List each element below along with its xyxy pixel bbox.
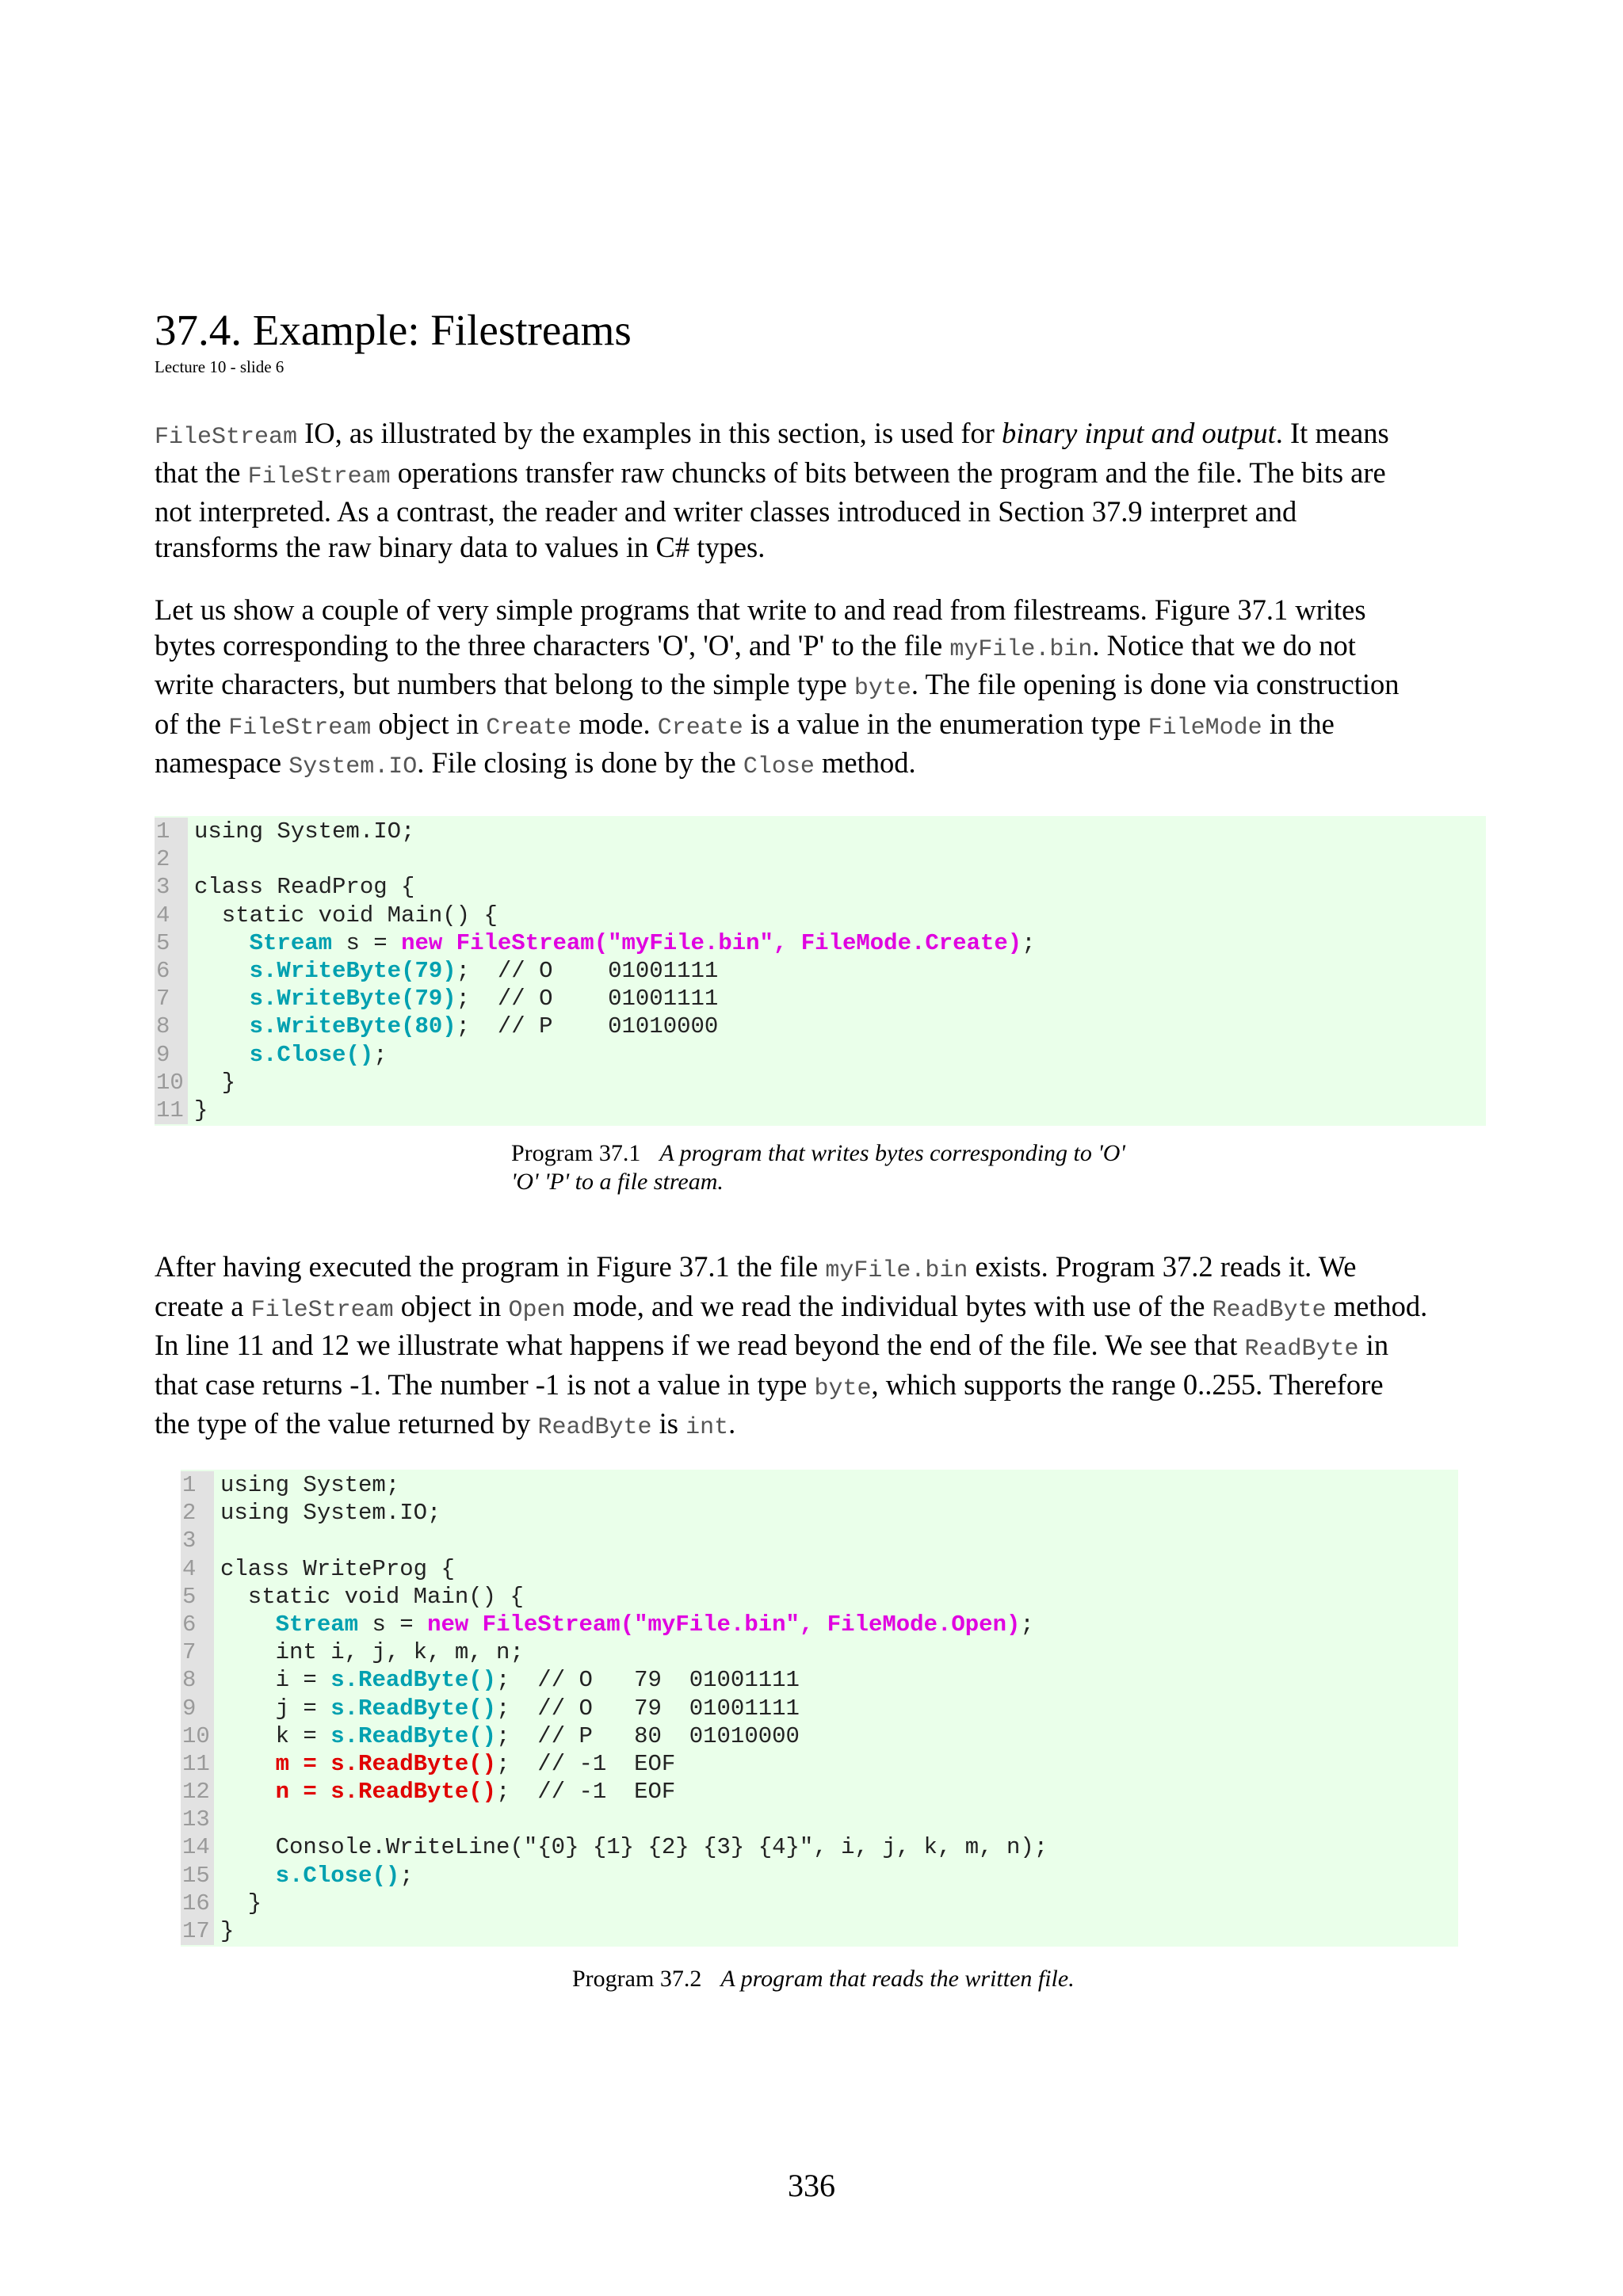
text-run: operations transfer raw chuncks of bits between the program and the file. The bits are [390, 456, 1386, 489]
code-token: class ReadProg { [194, 874, 415, 901]
text-line [155, 494, 1494, 530]
text-run: in [1358, 1329, 1389, 1361]
text-run: the type of the value returned by [155, 1407, 538, 1440]
code-token: k = [220, 1722, 331, 1749]
text-line [155, 416, 1494, 456]
code-line [155, 929, 1486, 957]
code-line [155, 902, 1486, 929]
text-run: method. [1326, 1289, 1428, 1322]
text-run: create a [155, 1289, 251, 1322]
inline-code: ReadByte [537, 1414, 652, 1441]
inline-code: FileStream [250, 1296, 394, 1324]
code-token [194, 1042, 250, 1068]
code-line [181, 1833, 1458, 1861]
code-line [155, 1069, 1486, 1097]
code-text [188, 1041, 388, 1069]
highlighted-code: m = s.ReadByte() [275, 1750, 497, 1777]
code-line [155, 818, 1486, 845]
code-token: ; // -1 EOF [496, 1750, 676, 1777]
code-text [214, 1555, 455, 1583]
text-run: not interpreted. As a contrast, the reader and writer classes introduced in Section 37.9 interpret and [155, 495, 1297, 528]
inline-code: Create [486, 714, 572, 742]
line-number: 12 [181, 1778, 214, 1806]
highlighted-code: s.ReadByte() [330, 1695, 497, 1722]
text-run: is a value in the enumeration type [743, 707, 1148, 740]
text-run: . Notice that we do not [1092, 628, 1356, 662]
code-line [155, 873, 1486, 901]
code-text [214, 1890, 262, 1917]
code-token: class WriteProg { [220, 1555, 455, 1582]
code-text [188, 873, 414, 901]
code-line [181, 1862, 1458, 1890]
line-number: 10 [181, 1722, 214, 1750]
code-token: Console.WriteLine("{0} {1} {2} {3} {4}", i, j, k, m, n); [220, 1834, 1048, 1861]
code-text [188, 902, 498, 929]
code-token: ; [373, 1041, 388, 1068]
text-line [155, 593, 1494, 628]
line-number: 1 [181, 1471, 214, 1499]
paragraph-1 [155, 416, 1494, 565]
inline-code: ReadByte [1212, 1296, 1327, 1324]
code-text [214, 1527, 220, 1554]
inline-code: myFile.bin [825, 1257, 968, 1284]
code-line [181, 1471, 1458, 1499]
inline-code: myFile.bin [949, 635, 1093, 663]
code-line [181, 1778, 1458, 1806]
inline-code: System.IO [288, 753, 418, 780]
code-text [214, 1917, 234, 1945]
code-text [214, 1750, 675, 1778]
code-line [155, 985, 1486, 1013]
line-number: 6 [181, 1611, 214, 1638]
code-token: int i, j, k, m, n; [220, 1639, 524, 1666]
text-run: object in [371, 707, 487, 740]
code-token: ; // O 79 01001111 [496, 1695, 800, 1722]
code-line [181, 1917, 1458, 1945]
text-run: write characters, but numbers that belong to the simple type [155, 668, 854, 700]
highlighted-code: s.ReadByte() [330, 1667, 497, 1694]
line-number: 8 [155, 1013, 188, 1040]
highlighted-code: Stream [275, 1611, 359, 1638]
line-number: 13 [181, 1806, 214, 1833]
code-token [220, 1611, 276, 1638]
code-text [214, 1862, 414, 1890]
program-2-code [181, 1470, 1458, 1947]
code-token: ; // O 01001111 [456, 986, 719, 1013]
code-line [181, 1750, 1458, 1778]
text-run: . It means [1275, 417, 1389, 449]
text-line [155, 1367, 1494, 1407]
code-text [188, 985, 718, 1013]
code-text [188, 818, 414, 845]
text-line [155, 530, 1494, 566]
program-1-code [155, 816, 1486, 1126]
line-number: 6 [155, 957, 188, 985]
highlighted-code: s.Close() [249, 1041, 374, 1068]
caption-text: A program that reads the written file. [720, 1966, 1075, 1992]
code-token: s = [358, 1611, 428, 1638]
code-line [181, 1695, 1458, 1722]
code-token: ; // P 01010000 [456, 1013, 719, 1040]
code-token: using System.IO; [194, 818, 415, 845]
code-text [214, 1611, 1034, 1638]
code-token [194, 930, 250, 956]
code-line [181, 1555, 1458, 1583]
line-number: 2 [181, 1499, 214, 1527]
code-line [181, 1583, 1458, 1611]
program-2-caption [572, 1965, 1285, 1993]
code-text [188, 845, 194, 873]
highlighted-code: s.Close() [275, 1862, 400, 1889]
caption-label: Program 37.2 [572, 1966, 702, 1992]
inline-code: int [685, 1414, 729, 1441]
code-token: } [194, 1097, 208, 1123]
text-line [155, 1289, 1494, 1329]
code-line [181, 1806, 1458, 1833]
text-run: that the [155, 456, 248, 489]
line-number: 11 [181, 1750, 214, 1778]
code-token: ; // P 80 01010000 [496, 1722, 800, 1749]
text-line [155, 1406, 1494, 1446]
code-text [214, 1499, 441, 1527]
text-line [155, 667, 1494, 707]
text-run: Let us show a couple of very simple programs that write to and read from filestreams. Figure 37.1 writes [155, 593, 1366, 626]
line-number: 4 [181, 1555, 214, 1583]
code-token: } [194, 1069, 236, 1096]
code-token: i = [220, 1667, 331, 1694]
line-number: 17 [181, 1917, 214, 1945]
text-run: mode, and we read the individual bytes with use of the [565, 1289, 1212, 1322]
code-token: static void Main() { [194, 902, 498, 929]
caption-text-cont: 'O' 'P' to a file stream. [511, 1169, 724, 1195]
text-line [155, 746, 1494, 785]
page-number: 336 [788, 2168, 835, 2203]
line-number: 15 [181, 1862, 214, 1890]
line-number: 5 [181, 1583, 214, 1611]
code-text [214, 1778, 675, 1806]
highlighted-code: s.WriteByte(80) [249, 1013, 456, 1040]
code-line [181, 1666, 1458, 1694]
text-run: . The file opening is done via construction [911, 668, 1400, 700]
text-run: , which supports the range 0..255. Therefore [871, 1367, 1384, 1401]
text-run: namespace [155, 746, 289, 779]
code-text [188, 1013, 718, 1040]
code-text [214, 1638, 524, 1666]
inline-code: Close [743, 753, 815, 780]
code-text [214, 1471, 399, 1499]
code-token [194, 986, 250, 1012]
text-run: is [651, 1407, 686, 1440]
code-line [155, 957, 1486, 985]
code-line [181, 1890, 1458, 1917]
text-line [155, 628, 1494, 668]
code-token: using System.IO; [220, 1500, 441, 1527]
text-run: In line 11 and 12 we illustrate what happens if we read beyond the end of the file. We see that [155, 1329, 1245, 1361]
line-number: 3 [155, 873, 188, 901]
code-text [214, 1833, 1048, 1861]
line-number: 4 [155, 902, 188, 929]
code-text [214, 1583, 524, 1611]
line-number: 3 [181, 1527, 214, 1554]
text-run: of the [155, 707, 229, 740]
text-line [155, 456, 1494, 495]
code-text [188, 957, 718, 985]
line-number: 2 [155, 845, 188, 873]
line-number: 11 [155, 1097, 188, 1124]
inline-code: FileStream [155, 424, 298, 451]
code-text [188, 929, 1036, 957]
code-token: ; // O 01001111 [456, 957, 719, 984]
program-1-caption [511, 1139, 1193, 1196]
code-token: s = [332, 929, 402, 956]
highlighted-code: new FileStream("myFile.bin", FileMode.Open) [427, 1611, 1021, 1638]
line-number: 16 [181, 1890, 214, 1917]
code-line [155, 845, 1486, 873]
caption-text: A program that writes bytes corresponding to 'O' [659, 1140, 1125, 1166]
line-number: 1 [155, 818, 188, 845]
inline-code: byte [814, 1375, 872, 1402]
code-token: } [220, 1918, 235, 1944]
code-token [220, 1751, 276, 1777]
code-token: using System; [220, 1472, 400, 1498]
code-line [181, 1638, 1458, 1666]
code-text [214, 1722, 800, 1750]
emphasis: binary input and output [1002, 417, 1276, 449]
text-run: After having executed the program in Figure 37.1 the file [155, 1250, 826, 1283]
code-token: ; [1022, 929, 1036, 956]
text-run: . File closing is done by the [417, 746, 743, 779]
highlighted-code: new FileStream("myFile.bin", FileMode.Create) [401, 929, 1022, 956]
line-number: 9 [181, 1695, 214, 1722]
text-line [155, 1249, 1494, 1289]
inline-code: FileMode [1148, 714, 1262, 742]
highlighted-code: s.WriteByte(79) [249, 957, 456, 984]
text-run: bytes corresponding to the three characters 'O', 'O', and 'P' to the file [155, 628, 950, 662]
highlighted-code: Stream [249, 929, 333, 956]
section-subtitle: Lecture 10 - slide 6 [155, 357, 285, 376]
line-number: 10 [155, 1069, 188, 1097]
text-run: . [728, 1407, 736, 1440]
inline-code: FileStream [228, 714, 372, 742]
code-line [181, 1611, 1458, 1638]
section-title: 37.4. Example: Filestreams [155, 306, 632, 354]
text-run: IO, as illustrated by the examples in this section, is used for [297, 417, 1002, 449]
text-line [155, 1328, 1494, 1367]
text-run: object in [393, 1289, 509, 1322]
code-text [214, 1806, 220, 1833]
text-line [155, 707, 1494, 746]
code-token [194, 958, 250, 984]
line-number: 8 [181, 1666, 214, 1694]
inline-code: Open [508, 1296, 566, 1324]
inline-code: Create [657, 714, 743, 742]
inline-code: ReadByte [1244, 1336, 1359, 1363]
code-line [155, 1041, 1486, 1069]
line-number: 5 [155, 929, 188, 957]
code-line [155, 1013, 1486, 1040]
code-line [155, 1097, 1486, 1124]
code-token: static void Main() { [220, 1583, 524, 1610]
text-run: in the [1262, 707, 1335, 740]
code-token: ; // O 79 01001111 [496, 1667, 800, 1694]
inline-code: byte [854, 675, 911, 702]
line-number: 14 [181, 1833, 214, 1861]
code-text [188, 1069, 235, 1097]
code-token: } [220, 1890, 262, 1917]
text-run: exists. Program 37.2 reads it. We [968, 1250, 1357, 1283]
caption-label: Program 37.1 [511, 1140, 641, 1166]
paragraph-3 [155, 1249, 1494, 1446]
line-number: 9 [155, 1041, 188, 1069]
text-run: method. [814, 746, 916, 779]
line-number: 7 [155, 985, 188, 1013]
text-run: that case returns -1. The number -1 is not a value in type [155, 1367, 815, 1401]
code-token: j = [220, 1695, 331, 1722]
code-line [181, 1722, 1458, 1750]
inline-code: FileStream [247, 463, 391, 490]
code-line [181, 1499, 1458, 1527]
line-number: 7 [181, 1638, 214, 1666]
code-token: ; [1020, 1611, 1034, 1638]
text-run: transforms the raw binary data to values in C# types. [155, 530, 766, 563]
highlighted-code: s.WriteByte(79) [249, 986, 456, 1013]
highlighted-code: s.ReadByte() [330, 1722, 497, 1749]
code-token [220, 1779, 276, 1805]
code-token: ; [399, 1862, 414, 1889]
paragraph-2 [155, 593, 1494, 785]
code-token: ; // -1 EOF [496, 1779, 676, 1806]
code-token [220, 1863, 276, 1889]
code-text [214, 1666, 800, 1694]
code-token [194, 1013, 250, 1039]
text-run: mode. [571, 707, 658, 740]
code-text [188, 1097, 208, 1124]
highlighted-code: n = s.ReadByte() [275, 1779, 497, 1806]
code-line [181, 1527, 1458, 1554]
code-text [214, 1695, 800, 1722]
